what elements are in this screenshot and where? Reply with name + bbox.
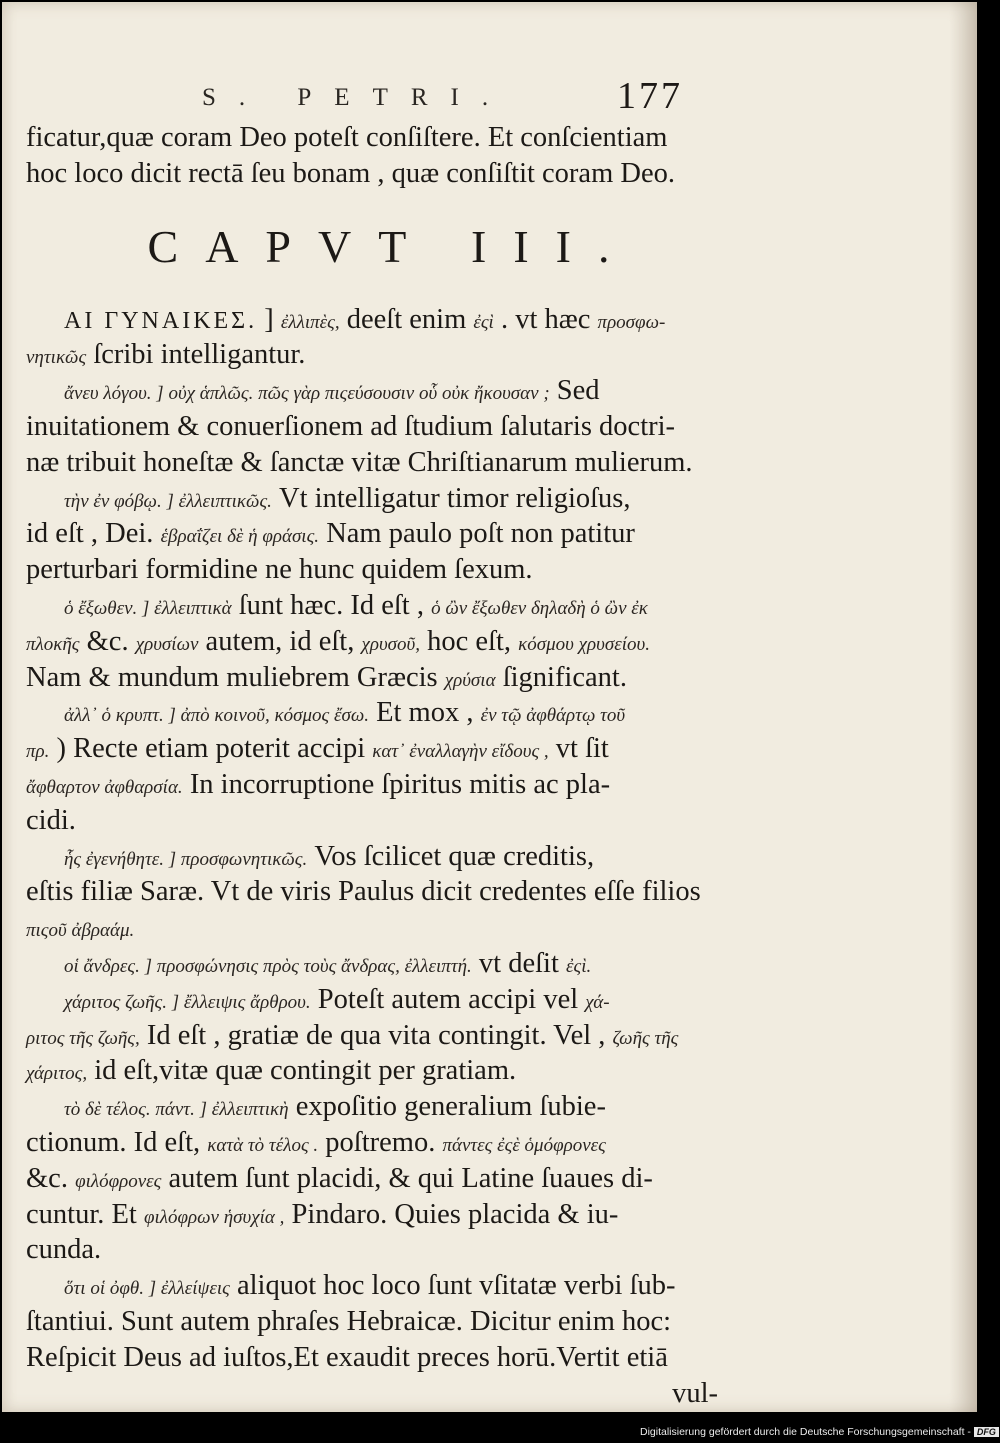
greek-text: χρύσια bbox=[444, 669, 496, 691]
text-line bbox=[26, 982, 718, 1018]
latin-text: &c. bbox=[79, 625, 136, 657]
greek-text: ἑβραΐζει δὲ ἡ φράσις. bbox=[160, 526, 320, 548]
text-line bbox=[26, 1125, 718, 1161]
latin-text: vt deſit bbox=[471, 947, 566, 979]
text-line bbox=[26, 1340, 718, 1376]
latin-text: ] bbox=[257, 303, 281, 335]
greek-text: πλοκῆς bbox=[26, 633, 80, 655]
greek-text: κατ᾽ ἐναλλαγὴν εἴδους , bbox=[372, 741, 549, 763]
running-head: S. PETRI. bbox=[202, 84, 512, 111]
dfg-logo-icon: DFG bbox=[974, 1427, 999, 1437]
greek-text: πάντες ἐςὲ ὁμόφρονες bbox=[442, 1134, 606, 1156]
text-line bbox=[26, 695, 718, 731]
text-line bbox=[26, 156, 718, 192]
greek-text: ἐςὶ. bbox=[566, 955, 592, 977]
latin-text: cidi. bbox=[26, 804, 76, 836]
text-line bbox=[26, 1161, 718, 1197]
greek-text: τὸ δὲ τέλος. πάντ. ] ἐλλειπτικὴ bbox=[64, 1099, 289, 1121]
latin-text: &c. bbox=[26, 1162, 76, 1194]
greek-text: ἐλλιπὲς, bbox=[280, 311, 340, 333]
greek-text: χάριτος, bbox=[26, 1063, 88, 1085]
text-line bbox=[26, 1376, 718, 1412]
text-line bbox=[26, 946, 718, 982]
text-line bbox=[26, 731, 718, 767]
greek-text: χάριτος ζωῆς. ] ἔλλειψις ἄρθρου. bbox=[64, 991, 311, 1013]
latin-text: cuntur. Et bbox=[26, 1198, 144, 1230]
greek-text: χρυσοῦ, bbox=[361, 633, 421, 655]
greek-text: πρ. bbox=[26, 741, 50, 763]
greek-text: χρυσίων bbox=[135, 633, 199, 655]
latin-text: hoc loco dicit rectā ſeu bonam , quæ conſiſtit coram Deo. bbox=[26, 157, 675, 189]
text-line bbox=[26, 120, 718, 156]
text-line bbox=[26, 803, 718, 839]
latin-text: Id eſt , gratiæ de qua vita contingit. Vel , bbox=[139, 1019, 613, 1051]
greek-text: νητικῶς bbox=[26, 347, 87, 369]
latin-text: næ tribuit honeſtæ & ſanctæ vitæ Chriſtianarum mulierum. bbox=[26, 446, 693, 478]
latin-text: ſtantiui. Sunt autem phraſes Hebraicæ. Dicitur enim hoc: bbox=[26, 1305, 672, 1337]
page-number: 177 bbox=[617, 75, 683, 117]
text-block-main bbox=[26, 302, 718, 1412]
greek-text: ριτος τῆς ζωῆς, bbox=[26, 1027, 140, 1049]
latin-text: Sed bbox=[549, 375, 600, 407]
latin-text: hoc eſt, bbox=[420, 625, 519, 657]
latin-text: ficatur,quæ coram Deo poteſt conſiſtere. Et conſcientiam bbox=[26, 122, 668, 153]
latin-text: Nam paulo poſt non patitur bbox=[319, 518, 635, 550]
greek-text: ἀλλ᾽ ὁ κρυπτ. ] ἀπὸ κοινοῦ, κόσμος ἔσω. bbox=[64, 705, 369, 727]
latin-text: vul- bbox=[672, 1377, 718, 1409]
latin-text: Poteſt autem accipi vel bbox=[310, 983, 586, 1015]
greek-text: ὁ ὢν ἔξωθεν δηλαδὴ ὁ ὢν ἐκ bbox=[431, 597, 648, 619]
text-line bbox=[26, 839, 718, 875]
funding-footer bbox=[640, 1426, 999, 1438]
latin-text: vt ſit bbox=[548, 733, 609, 765]
text-line bbox=[26, 660, 718, 696]
text-line bbox=[26, 910, 718, 946]
text-line bbox=[26, 624, 718, 660]
latin-text: . vt hæc bbox=[493, 303, 598, 335]
greek-text: ἧς ἐγενήθητε. ] προσφωνητικῶς. bbox=[64, 848, 308, 870]
greek-text: κόσμου χρυσείου. bbox=[518, 633, 650, 655]
latin-text: Pindaro. Quies placida & iu- bbox=[284, 1198, 619, 1230]
latin-text: Nam & mundum muliebrem Græcis bbox=[26, 661, 445, 693]
text-line bbox=[26, 552, 718, 588]
greek-text: ὅτι οἱ ὀφθ. ] ἐλλείψεις bbox=[64, 1278, 230, 1300]
latin-text: ) Recte etiam poterit accipi bbox=[49, 733, 373, 765]
greek-text: ὁ ἔξωθεν. ] ἐλλειπτικὰ bbox=[64, 597, 232, 619]
greek-text: χά- bbox=[585, 991, 610, 1013]
text-line bbox=[26, 409, 718, 445]
latin-text: inuitationem & conuerſionem ad ſtudium ſalutaris doctri- bbox=[26, 410, 676, 442]
latin-text: poſtremo. bbox=[318, 1126, 443, 1158]
text-line bbox=[26, 337, 718, 373]
greek-text: τὴν ἐν φόβῳ. ] ἐλλειπτικῶς. bbox=[64, 490, 272, 512]
text-line bbox=[26, 1232, 718, 1268]
greek-text: ΑΙ ΓΥΝΑΙΚΕΣ. bbox=[64, 307, 258, 334]
greek-text: ἄφθαρτον ἀφθαρσία. bbox=[26, 776, 183, 798]
text-line bbox=[26, 1089, 718, 1125]
latin-text: autem ſunt placidi, & qui Latine ſuaues di- bbox=[161, 1162, 653, 1194]
latin-text: expoſitio generalium ſubie- bbox=[288, 1091, 606, 1123]
book-page bbox=[2, 2, 977, 1412]
greek-text: πιςοῦ ἀβραάμ. bbox=[26, 920, 135, 942]
text-block-top bbox=[26, 120, 718, 192]
latin-text: Vos ſcilicet quæ creditis, bbox=[307, 840, 595, 872]
latin-text: perturbari formidine ne hunc quidem ſexum. bbox=[26, 554, 533, 586]
text-line bbox=[26, 302, 718, 338]
text-line bbox=[26, 1268, 718, 1304]
chapter-heading: CAPVT III. bbox=[147, 220, 637, 272]
latin-text: Reſpicit Deus ad iuſtos,Et exaudit preces horū.Vertit etiā bbox=[26, 1341, 668, 1373]
latin-text: id eſt , Dei. bbox=[26, 518, 161, 550]
text-line bbox=[26, 1018, 718, 1054]
greek-text: προσφω- bbox=[597, 311, 666, 333]
text-line bbox=[26, 874, 718, 910]
latin-text: Vt intelligatur timor religioſus, bbox=[271, 482, 631, 514]
latin-text: In incorruptione ſpiritus mitis ac pla- bbox=[182, 768, 611, 800]
latin-text: id eſt,vitæ quæ contingit per gratiam. bbox=[87, 1055, 517, 1087]
text-line bbox=[26, 767, 718, 803]
text-line bbox=[26, 373, 718, 409]
latin-text: eſtis filiæ Saræ. Vt de viris Paulus dicit credentes eſſe filios bbox=[26, 876, 701, 908]
text-line bbox=[26, 1197, 718, 1233]
greek-text: φιλόφρονες bbox=[75, 1170, 162, 1192]
footer-text: Digitalisierung gefördert durch die Deutsche Forschungsgemeinschaft - bbox=[640, 1426, 971, 1438]
text-line bbox=[26, 481, 718, 517]
latin-text: aliquot hoc loco ſunt vſitatæ verbi ſub- bbox=[229, 1270, 676, 1302]
latin-text: ſcribi intelligantur. bbox=[86, 339, 306, 371]
greek-text: ἐν τῷ ἀφθάρτῳ τοῦ bbox=[480, 705, 626, 727]
greek-text: ἐςὶ bbox=[473, 311, 494, 333]
greek-text: οἱ ἄνδρες. ] προσφώνησις πρὸς τοὺς ἄνδρας, ἐλλειπτή. bbox=[64, 955, 472, 977]
text-line bbox=[26, 588, 718, 624]
latin-text: deeſt enim bbox=[339, 303, 474, 335]
text-line bbox=[26, 1304, 718, 1340]
latin-text: cunda. bbox=[26, 1234, 102, 1266]
page-body bbox=[26, 120, 718, 1411]
greek-text: ζωῆς τῆς bbox=[612, 1027, 679, 1049]
latin-text: Et mox , bbox=[368, 697, 481, 729]
text-line bbox=[26, 445, 718, 481]
greek-text: ἄνευ λόγου. ] οὐχ ἁπλῶς. πῶς γὰρ πιςεύσουσιν οὗ οὐκ ἤκουσαν ; bbox=[64, 383, 550, 405]
latin-text: autem, id eſt, bbox=[198, 625, 362, 657]
greek-text: κατὰ τὸ τέλος . bbox=[207, 1134, 319, 1156]
latin-text: ctionum. Id eſt, bbox=[26, 1126, 208, 1158]
greek-text: φιλόφρων ἡσυχία , bbox=[143, 1206, 285, 1228]
latin-text: ſignificant. bbox=[495, 661, 627, 693]
text-line bbox=[26, 516, 718, 552]
latin-text: ſunt hæc. Id eſt , bbox=[231, 589, 432, 621]
text-line bbox=[26, 1053, 718, 1089]
